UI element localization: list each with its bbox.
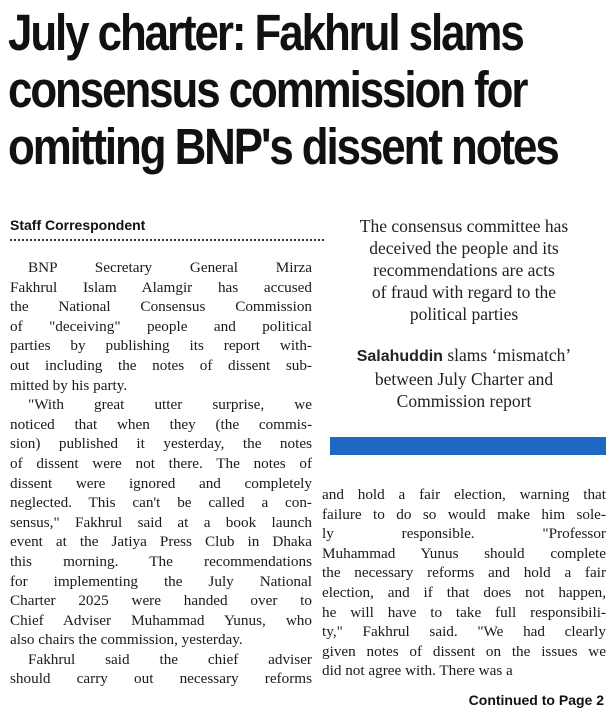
body-line: noticed that when they (the commis- [10,415,312,433]
body-line: the necessary reforms and hold a fair [322,564,606,582]
body-line: Muhammad Yunus should complete [322,544,606,562]
headline-line: consensus commission for [8,61,527,118]
body-line: ly responsible. "Professor [322,525,606,543]
body-line: of "deceiving" people and political [10,317,312,335]
teaser-text: Commission report [396,391,532,411]
body-line: ty," Fakhrul said. "We had clearly [322,623,606,641]
accent-bar [330,437,606,455]
headline-line: July charter: Fakhrul slams [8,4,523,61]
body-line: did not agree with. There was a [322,662,513,680]
pull-quote-line: of fraud with regard to the [371,282,557,302]
body-line: should carry out necessary reforms [10,670,312,688]
headline-line: omitting BNP's dissent notes [8,118,558,175]
continued-link[interactable]: Continued to Page 2 [468,692,604,708]
body-line: out including the notes of dissent sub- [10,356,312,374]
teaser-lead: Salahuddin [356,348,443,365]
body-line: failure to do so would make him sole- [322,505,606,523]
byline-divider [10,239,324,241]
body-line: event at the Jatiya Press Club in Dhaka [10,533,312,551]
headline [8,4,558,175]
pull-quote-line: deceived the people and its [369,238,559,258]
body-line: Charter 2025 were handed over to [10,592,312,610]
body-line: and hold a fair election, warning that [322,486,606,503]
pull-quote-line: The consensus committee has [359,216,569,236]
byline: Staff Correspondent [10,217,146,233]
body-line: parties by publishing its report with- [10,337,312,355]
body-line: he will have to take full responsibili- [322,603,606,621]
body-line: sion) published it yesterday, the notes [10,435,312,453]
body-line: election, and if that does not happen, [322,583,606,601]
body-line: sensus," Fakhrul said at a book launch [10,513,312,531]
body-line: Fakhrul Islam Alamgir has accused [10,278,312,296]
body-line: of dissent were not there. The notes of [10,454,312,472]
pull-quote [322,215,606,325]
teaser-text: slams ‘mismatch’ [442,345,572,365]
pull-quote-line: political parties [409,304,519,324]
left-column [10,258,312,689]
body-line: BNP Secretary General Mirza [28,259,312,276]
body-line: for implementing the July National [10,572,312,590]
body-line: "With great utter surprise, we [28,396,312,414]
right-column [322,485,606,681]
body-line: Chief Adviser Muhammad Yunus, who [10,611,312,629]
teaser-text: between July Charter and [374,369,554,389]
body-line: neglected. This can't be called a con- [10,494,312,512]
body-line: the National Consensus Commission [10,298,312,316]
body-line: mitted by his party. [10,376,128,394]
body-line: given notes of dissent on the issues we [322,642,606,660]
pull-quote-line: recommendations are acts [373,260,555,280]
body-line: Fakhrul said the chief adviser [28,650,312,668]
body-line: this morning. The recommendations [10,552,312,570]
body-line: dissent were ignored and completely [10,474,312,492]
body-line: also chairs the commission, yesterday. [10,631,243,649]
related-story-teaser [322,344,606,412]
